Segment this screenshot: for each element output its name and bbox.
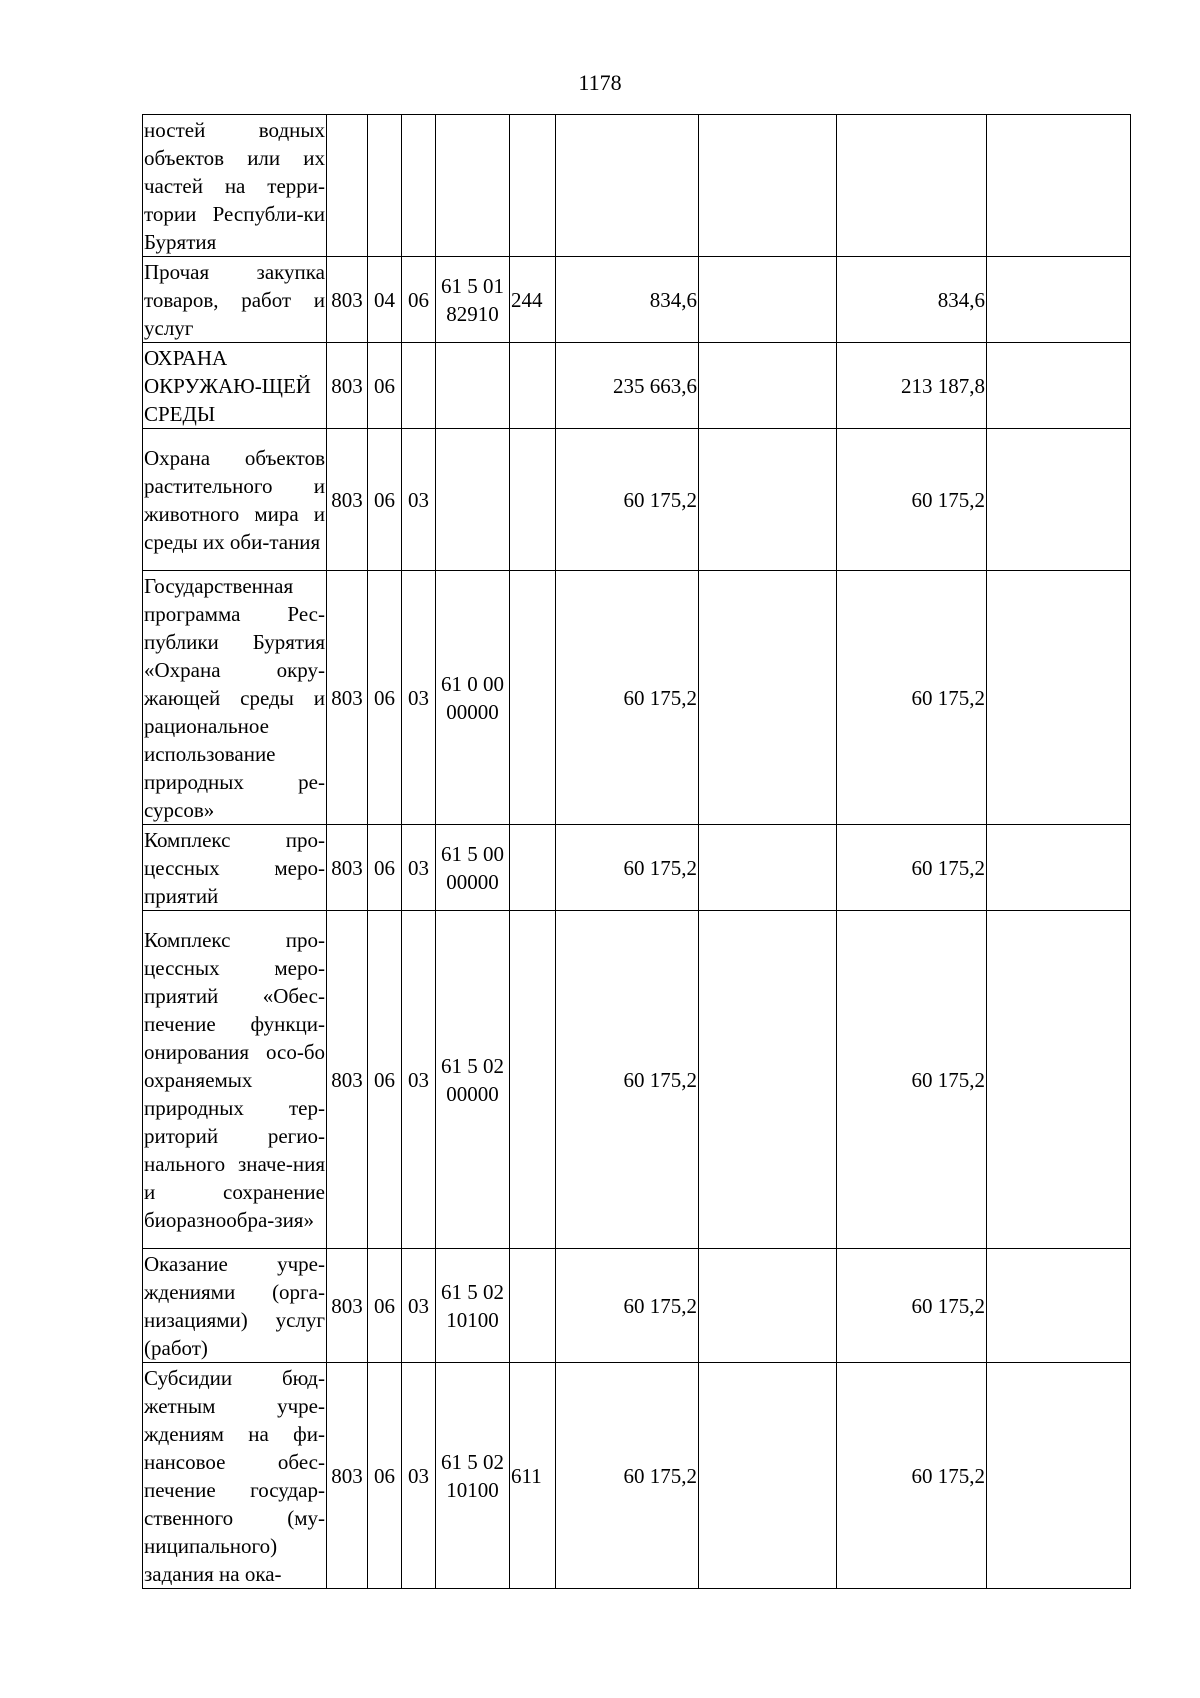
amount-col-1: 60 175,2 <box>556 571 699 825</box>
amount-col-1: 834,6 <box>556 257 699 343</box>
table-row <box>143 257 1131 343</box>
amount-col-1: 60 175,2 <box>556 429 699 571</box>
amount-col-3: 60 175,2 <box>837 911 987 1249</box>
amount-col-1 <box>556 115 699 257</box>
section-code: 06 <box>368 825 402 911</box>
grbs-code: 803 <box>327 343 368 429</box>
target-article-code: 61 5 02 10100 <box>436 1363 510 1589</box>
amount-col-3 <box>837 115 987 257</box>
expense-type-code: 244 <box>510 257 556 343</box>
amount-col-2 <box>699 1249 837 1363</box>
amount-col-4 <box>987 825 1131 911</box>
expense-type-code <box>510 115 556 257</box>
page-number: 1178 <box>578 70 622 95</box>
budget-table <box>142 114 1131 1589</box>
subsection-code <box>402 343 436 429</box>
expense-type-code <box>510 825 556 911</box>
amount-col-1: 235 663,6 <box>556 343 699 429</box>
amount-col-4 <box>987 1249 1131 1363</box>
row-name: Прочая закупка товаров, работ и услуг <box>143 257 327 343</box>
table-row <box>143 1249 1131 1363</box>
grbs-code: 803 <box>327 429 368 571</box>
row-name: Комплекс про-цессных меро-приятий «Обес-печение функци-онирования осо-бо охраняемых природных тер-риторий регио-нального значе-ния и сохранение биоразнообра-зия» <box>143 911 327 1249</box>
table-row <box>143 825 1131 911</box>
amount-col-2 <box>699 911 837 1249</box>
amount-col-2 <box>699 257 837 343</box>
amount-col-2 <box>699 343 837 429</box>
grbs-code: 803 <box>327 571 368 825</box>
subsection-code <box>402 115 436 257</box>
target-article-code: 61 5 02 00000 <box>436 911 510 1249</box>
table-row <box>143 1363 1131 1589</box>
expense-type-code <box>510 343 556 429</box>
amount-col-4 <box>987 571 1131 825</box>
subsection-code: 06 <box>402 257 436 343</box>
row-name: Государственная программа Рес-публики Бурятия «Охрана окру-жающей среды и рациональное использование природных ре-сурсов» <box>143 571 327 825</box>
amount-col-3: 60 175,2 <box>837 1249 987 1363</box>
table-row <box>143 343 1131 429</box>
amount-col-4 <box>987 257 1131 343</box>
table-row <box>143 571 1131 825</box>
amount-col-2 <box>699 825 837 911</box>
row-name: Оказание учре-ждениями (орга-низациями) услуг (работ) <box>143 1249 327 1363</box>
section-code: 06 <box>368 911 402 1249</box>
amount-col-3: 60 175,2 <box>837 825 987 911</box>
expense-type-code <box>510 1249 556 1363</box>
amount-col-4 <box>987 1363 1131 1589</box>
target-article-code: 61 0 00 00000 <box>436 571 510 825</box>
table-row <box>143 911 1131 1249</box>
grbs-code: 803 <box>327 911 368 1249</box>
section-code: 06 <box>368 571 402 825</box>
target-article-code: 61 5 00 00000 <box>436 825 510 911</box>
amount-col-3: 834,6 <box>837 257 987 343</box>
expense-type-code <box>510 429 556 571</box>
amount-col-2 <box>699 429 837 571</box>
amount-col-4 <box>987 429 1131 571</box>
amount-col-4 <box>987 115 1131 257</box>
amount-col-2 <box>699 571 837 825</box>
section-code: 06 <box>368 1249 402 1363</box>
section-code <box>368 115 402 257</box>
amount-col-1: 60 175,2 <box>556 1249 699 1363</box>
grbs-code: 803 <box>327 1363 368 1589</box>
amount-col-3: 60 175,2 <box>837 571 987 825</box>
row-name: Комплекс про-цессных меро-приятий <box>143 825 327 911</box>
amount-col-1: 60 175,2 <box>556 911 699 1249</box>
amount-col-1: 60 175,2 <box>556 825 699 911</box>
section-code: 04 <box>368 257 402 343</box>
amount-col-3: 60 175,2 <box>837 1363 987 1589</box>
section-code: 06 <box>368 1363 402 1589</box>
subsection-code: 03 <box>402 1363 436 1589</box>
target-article-code <box>436 115 510 257</box>
subsection-code: 03 <box>402 429 436 571</box>
grbs-code: 803 <box>327 1249 368 1363</box>
row-name: ОХРАНА ОКРУЖАЮ-ЩЕЙ СРЕДЫ <box>143 343 327 429</box>
grbs-code <box>327 115 368 257</box>
table-row <box>143 429 1131 571</box>
subsection-code: 03 <box>402 571 436 825</box>
amount-col-4 <box>987 911 1131 1249</box>
row-name: ностей водных объектов или их частей на терри-тории Республи-ки Бурятия <box>143 115 327 257</box>
amount-col-2 <box>699 115 837 257</box>
target-article-code <box>436 429 510 571</box>
row-name: Субсидии бюд-жетным учре-ждениям на фи-нансовое обес-печение государ-ственного (му-ниципального) задания на ока- <box>143 1363 327 1589</box>
amount-col-2 <box>699 1363 837 1589</box>
amount-col-3: 60 175,2 <box>837 429 987 571</box>
grbs-code: 803 <box>327 825 368 911</box>
row-name: Охрана объектов растительного и животного мира и среды их оби-тания <box>143 429 327 571</box>
section-code: 06 <box>368 429 402 571</box>
target-article-code: 61 5 01 82910 <box>436 257 510 343</box>
subsection-code: 03 <box>402 911 436 1249</box>
amount-col-4 <box>987 343 1131 429</box>
grbs-code: 803 <box>327 257 368 343</box>
subsection-code: 03 <box>402 1249 436 1363</box>
section-code: 06 <box>368 343 402 429</box>
target-article-code <box>436 343 510 429</box>
expense-type-code <box>510 571 556 825</box>
subsection-code: 03 <box>402 825 436 911</box>
expense-type-code: 611 <box>510 1363 556 1589</box>
table-row <box>143 115 1131 257</box>
expense-type-code <box>510 911 556 1249</box>
amount-col-3: 213 187,8 <box>837 343 987 429</box>
target-article-code: 61 5 02 10100 <box>436 1249 510 1363</box>
amount-col-1: 60 175,2 <box>556 1363 699 1589</box>
